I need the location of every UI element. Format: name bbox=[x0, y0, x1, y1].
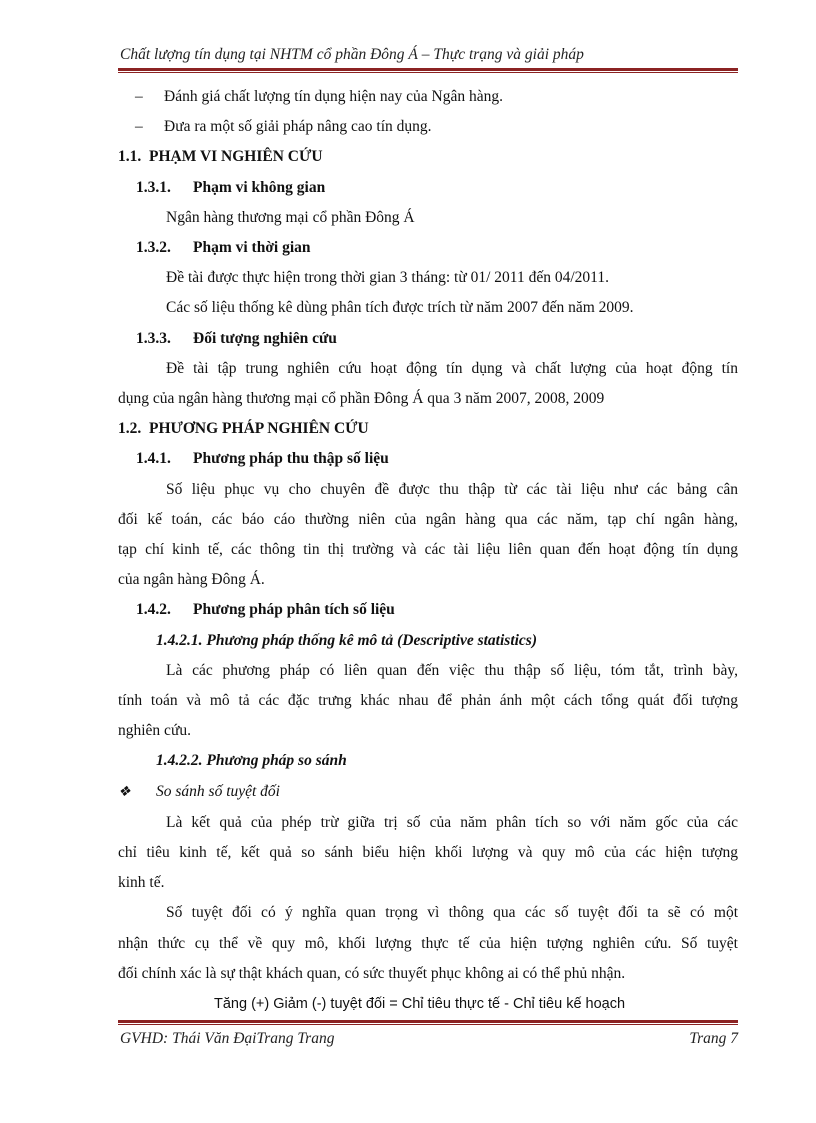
paragraph-line: Đề tài tập trung nghiên cứu hoạt động tín dụng và chất lượng của hoạt động tín bbox=[166, 359, 738, 377]
page-body bbox=[118, 82, 738, 1019]
paragraph-line: Số liệu phục vụ cho chuyên đề được thu thập từ các tài liệu như các bảng cân bbox=[166, 480, 738, 498]
subsection-heading: 1.3.3. Đối tượng nghiên cứu bbox=[136, 329, 337, 347]
paragraph-line: Là kết quả của phép trừ giữa trị số của năm phân tích so với năm gốc của các bbox=[166, 813, 738, 831]
subsubsection-heading: 1.4.2.2. Phương pháp so sánh bbox=[156, 752, 347, 770]
page-header-title: Chất lượng tín dụng tại NHTM cổ phần Đông Á – Thực trạng và giải pháp bbox=[120, 46, 584, 63]
paragraph-line: nghiên cứu. bbox=[118, 722, 191, 740]
footer-advisor: GVHD: Thái Văn ĐạiTrang Trang bbox=[120, 1030, 335, 1047]
bullet-item: – Đánh giá chất lượng tín dụng hiện nay của Ngân hàng. bbox=[118, 82, 738, 112]
subsection-heading: 1.3.2. Phạm vi thời gian bbox=[136, 239, 311, 257]
paragraph-line: Đề tài được thực hiện trong thời gian 3 tháng: từ 01/ 2011 đến 04/2011. bbox=[166, 269, 609, 287]
header-rule bbox=[118, 68, 738, 73]
subsection-heading: 1.3.1. Phạm vi không gian bbox=[136, 178, 326, 196]
subsection-heading: 1.4.2. Phương pháp phân tích số liệu bbox=[136, 601, 395, 619]
paragraph-line: tính toán và mô tả các đặc trưng khác nhau để phản ánh một cách tổng quát đối tượng bbox=[118, 692, 738, 710]
paragraph-line: Ngân hàng thương mại cổ phần Đông Á bbox=[166, 208, 415, 226]
paragraph-line: đối chính xác là sự thật khách quan, có sức thuyết phục không ai có thể phủ nhận. bbox=[118, 964, 626, 982]
subsubsection-heading: 1.4.2.1. Phương pháp thống kê mô tả (Descriptive statistics) bbox=[156, 631, 537, 649]
bullet-item: – Đưa ra một số giải pháp nâng cao tín dụng. bbox=[118, 112, 738, 142]
subsection-heading: 1.4.1. Phương pháp thu thập số liệu bbox=[136, 450, 389, 468]
diamond-bullet-icon: ❖ bbox=[118, 784, 131, 800]
formula-line: Tăng (+) Giảm (-) tuyệt đối = Chỉ tiêu thực tế - Chỉ tiêu kế hoạch bbox=[214, 996, 626, 1013]
paragraph-line: nhận thức cụ thể về quy mô, khối lượng thực tế của hiện tượng nghiên cứu. Số tuyệt bbox=[118, 934, 738, 952]
paragraph-line: Là các phương pháp có liên quan đến việc thu thập số liệu, tóm tắt, trình bày, bbox=[166, 661, 738, 679]
paragraph-line: kinh tế. bbox=[118, 874, 165, 892]
footer-rule bbox=[118, 1020, 738, 1025]
bullet-dash: – bbox=[135, 88, 143, 105]
paragraph-line: Các số liệu thống kê dùng phân tích được trích từ năm 2007 đến năm 2009. bbox=[166, 299, 634, 317]
paragraph-line: của ngân hàng Đông Á. bbox=[118, 571, 265, 589]
section-heading: 1.1. PHẠM VI NGHIÊN CỨU bbox=[118, 148, 323, 166]
paragraph-line: chỉ tiêu kinh tế, kết quả so sánh biểu hiện khối lượng và quy mô của các hiện tượng bbox=[118, 844, 738, 862]
paragraph-line: Số tuyệt đối có ý nghĩa quan trọng vì thông qua các số tuyệt đối ta sẽ có một bbox=[166, 904, 738, 922]
section-heading: 1.2. PHƯƠNG PHÁP NGHIÊN CỨU bbox=[118, 420, 369, 438]
paragraph-line: tạp chí kinh tế, các thông tin thị trường và các tài liệu liên quan đến hoạt động tín dụng bbox=[118, 541, 738, 559]
bullet-heading: ❖ So sánh số tuyệt đối bbox=[118, 777, 738, 808]
footer-page-number: Trang 7 bbox=[689, 1030, 738, 1047]
paragraph-line: đối kế toán, các báo cáo thường niên của ngân hàng qua các năm, tạp chí ngân hàng, bbox=[118, 510, 738, 528]
bullet-dash: – bbox=[135, 118, 143, 136]
paragraph-line: dụng của ngân hàng thương mại cổ phần Đông Á qua 3 năm 2007, 2008, 2009 bbox=[118, 390, 605, 408]
